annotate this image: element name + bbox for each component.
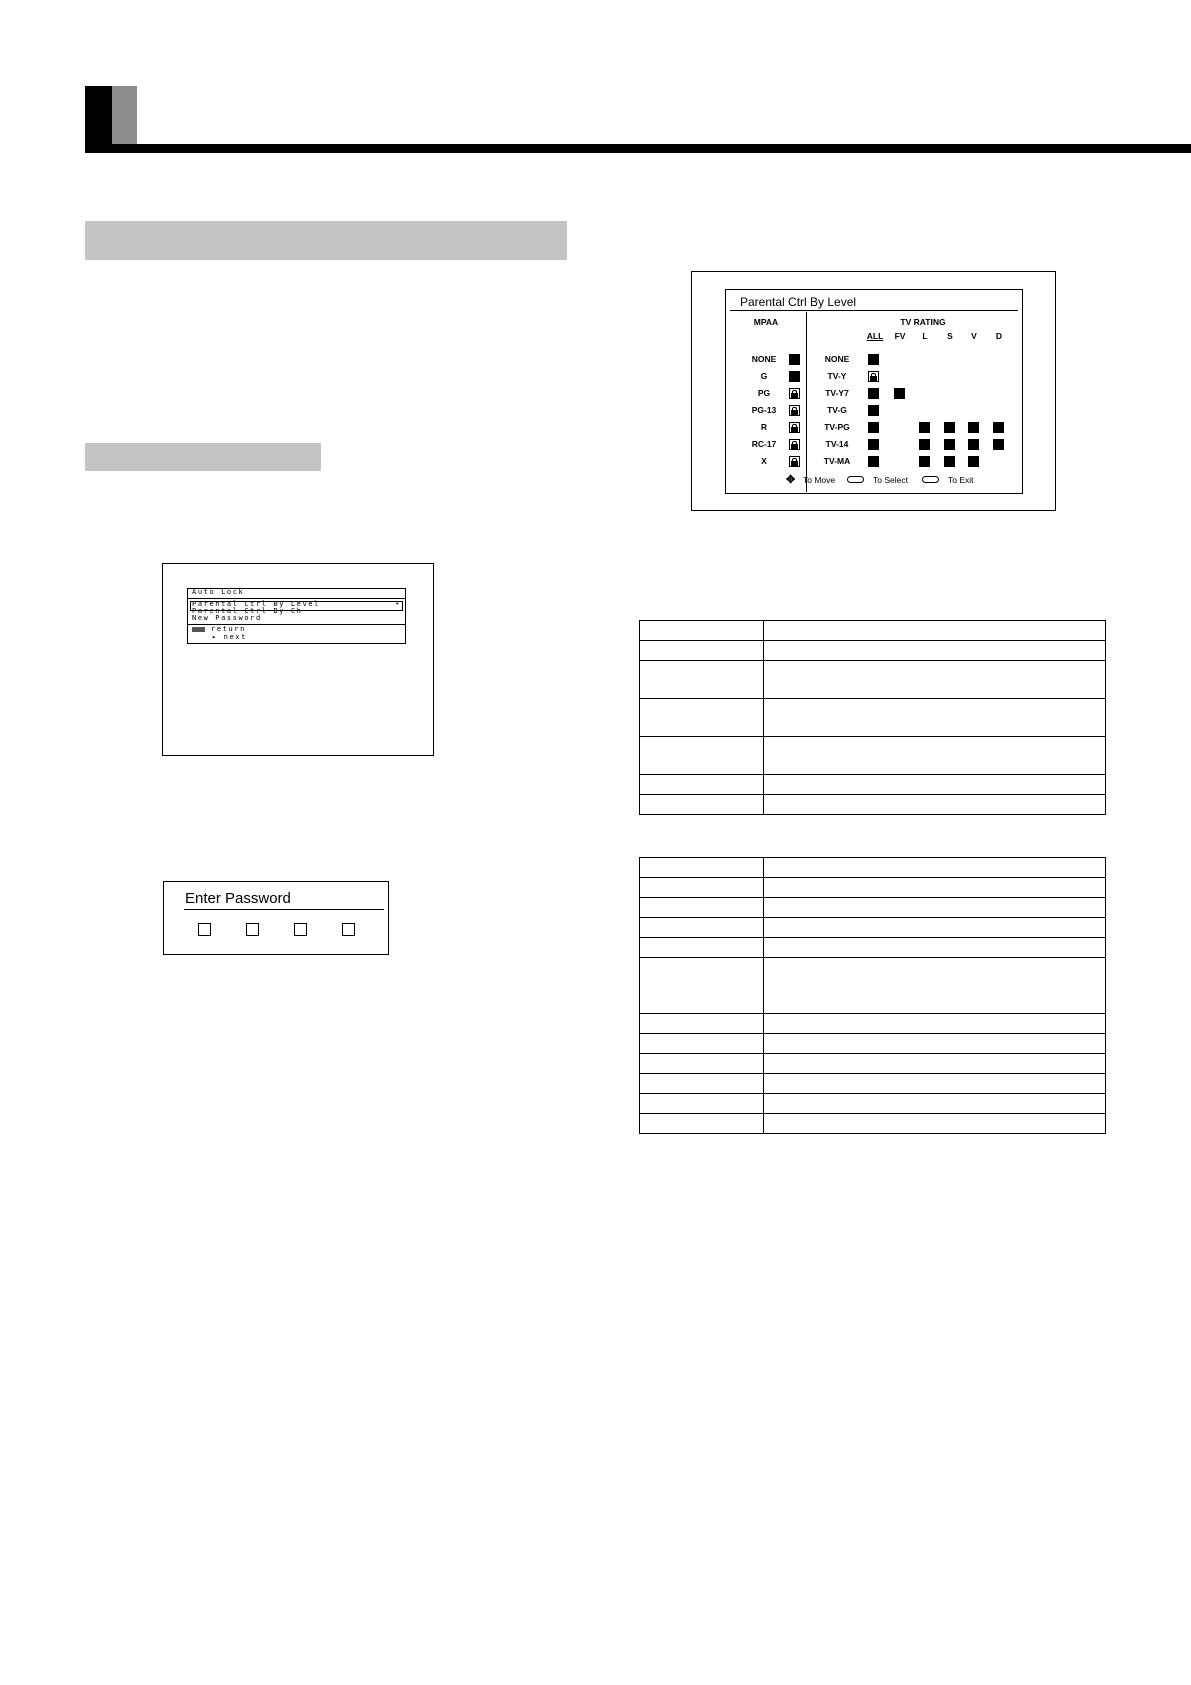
table-cell (764, 795, 1106, 815)
header-block-gray (112, 86, 137, 144)
menu-item-parental-level[interactable]: Parental Ctrl By Level (192, 600, 320, 608)
lock-icon[interactable] (868, 371, 879, 382)
table-cell (640, 737, 764, 775)
mpaa-row-label: PG-13 (751, 405, 777, 415)
lock-icon[interactable] (789, 422, 800, 433)
mpaa-row-label: R (760, 422, 768, 432)
col-s: S (947, 331, 953, 341)
table-cell (764, 1074, 1106, 1094)
parental-title: Parental Ctrl By Level (740, 295, 857, 309)
tv-row-label: TV-Y (827, 371, 847, 381)
table-cell (640, 1034, 764, 1054)
password-dialog (163, 881, 389, 955)
table-cell (764, 858, 1106, 878)
menu-title: Auto Lock (192, 588, 245, 596)
tv-rating-box[interactable] (968, 422, 979, 433)
table-cell (640, 1054, 764, 1074)
tv-rating-box[interactable] (868, 422, 879, 433)
tv-rating-box[interactable] (993, 439, 1004, 450)
mpaa-header: MPAA (753, 317, 779, 327)
tv-row-label: TV-14 (825, 439, 849, 449)
tv-rating-box[interactable] (968, 439, 979, 450)
tv-row-label: TV-MA (823, 456, 851, 466)
tv-rating-box[interactable] (944, 422, 955, 433)
table-cell (640, 878, 764, 898)
table-cell (764, 1034, 1106, 1054)
table-cell (764, 938, 1106, 958)
table-cell (764, 1054, 1106, 1074)
table-cell (640, 1074, 764, 1094)
parental-level-screen (691, 271, 1056, 511)
header-block-black (85, 86, 112, 152)
tv-rating-box[interactable] (944, 439, 955, 450)
rating-table-2 (639, 857, 1106, 1134)
mpaa-row-label: X (761, 456, 767, 466)
ok-key-icon (192, 627, 205, 632)
table-cell (764, 958, 1106, 1014)
password-digit-box[interactable] (198, 923, 211, 936)
footer-move: To Move (803, 475, 836, 485)
table-cell (640, 661, 764, 699)
menu-divider (188, 598, 405, 599)
tv-row-label: TV-Y7 (825, 388, 849, 398)
col-fv: FV (894, 331, 906, 341)
subsection-heading-bar (85, 443, 321, 471)
col-l: L (922, 331, 928, 341)
tv-rating-box[interactable] (919, 422, 930, 433)
col-v: V (971, 331, 977, 341)
tv-rating-box[interactable] (944, 456, 955, 467)
menu-item-new-password[interactable]: New Password (192, 614, 262, 622)
table-cell (764, 1014, 1106, 1034)
tv-rating-box[interactable] (868, 354, 879, 365)
menu-hint-return (192, 625, 246, 633)
mpaa-row-label: NONE (751, 354, 777, 364)
table-cell (640, 938, 764, 958)
tv-rating-box[interactable] (919, 439, 930, 450)
table-cell (640, 1094, 764, 1114)
header-rule (85, 144, 1191, 153)
table-cell (640, 775, 764, 795)
tv-rating-box[interactable] (968, 456, 979, 467)
menu-key-icon (922, 476, 939, 483)
hint-next-label: next (223, 633, 247, 641)
col-d: D (995, 331, 1003, 341)
parental-title-divider (730, 310, 1018, 311)
table-cell (640, 641, 764, 661)
password-digit-box[interactable] (342, 923, 355, 936)
column-divider (806, 312, 807, 492)
password-digit-box[interactable] (294, 923, 307, 936)
table-cell (764, 1114, 1106, 1134)
password-title: Enter Password (185, 890, 291, 907)
mpaa-row-label: RC-17 (751, 439, 777, 449)
table-cell (640, 621, 764, 641)
table-cell (764, 661, 1106, 699)
move-arrows-icon: ✥ (786, 474, 796, 486)
parental-level-panel (725, 289, 1023, 494)
table-cell (764, 775, 1106, 795)
tv-row-label: TV-PG (824, 422, 850, 432)
tv-rating-box[interactable] (868, 439, 879, 450)
table-cell (640, 1014, 764, 1034)
table-cell (764, 621, 1106, 641)
password-digit-box[interactable] (246, 923, 259, 936)
menu-hint-next: ▸ next (212, 633, 247, 641)
table-cell (640, 795, 764, 815)
footer-select: To Select (873, 475, 908, 485)
mpaa-row-label: G (760, 371, 768, 381)
table-cell (764, 878, 1106, 898)
tv-row-label: TV-G (827, 405, 847, 415)
rating-table-1 (639, 620, 1106, 815)
tv-rating-box[interactable] (868, 456, 879, 467)
table-cell (764, 898, 1106, 918)
autolock-menu-screen (162, 563, 434, 756)
table-cell (640, 1114, 764, 1134)
lock-icon[interactable] (789, 456, 800, 467)
table-cell (640, 898, 764, 918)
lock-icon[interactable] (789, 388, 800, 399)
table-cell (764, 737, 1106, 775)
tv-rating-box[interactable] (868, 388, 879, 399)
lock-icon[interactable] (789, 405, 800, 416)
enter-key-icon (847, 476, 864, 483)
mpaa-row-label: PG (757, 388, 771, 398)
table-cell (640, 958, 764, 1014)
section-heading-bar (85, 221, 567, 260)
table-cell (640, 858, 764, 878)
mpaa-unlocked-box[interactable] (789, 371, 800, 382)
table-cell (764, 1094, 1106, 1114)
mpaa-unlocked-box[interactable] (789, 354, 800, 365)
table-cell (764, 641, 1106, 661)
password-divider (184, 909, 384, 910)
tv-rating-header: TV RATING (900, 317, 946, 327)
footer-exit: To Exit (948, 475, 974, 485)
table-cell (764, 918, 1106, 938)
autolock-menu (187, 588, 406, 644)
tv-rating-box[interactable] (919, 456, 930, 467)
table-cell (640, 918, 764, 938)
submenu-arrow-icon: ▸ (395, 600, 401, 607)
tv-rating-box[interactable] (868, 405, 879, 416)
hint-return-label: return (211, 625, 246, 633)
col-all: ALL (866, 331, 884, 341)
tv-rating-box[interactable] (894, 388, 905, 399)
table-cell (640, 699, 764, 737)
lock-icon[interactable] (789, 439, 800, 450)
tv-row-label: NONE (824, 354, 850, 364)
tv-rating-box[interactable] (993, 422, 1004, 433)
table-cell (764, 699, 1106, 737)
menu-item-parental-ch[interactable]: Parental Ctrl By Ch (192, 607, 303, 615)
